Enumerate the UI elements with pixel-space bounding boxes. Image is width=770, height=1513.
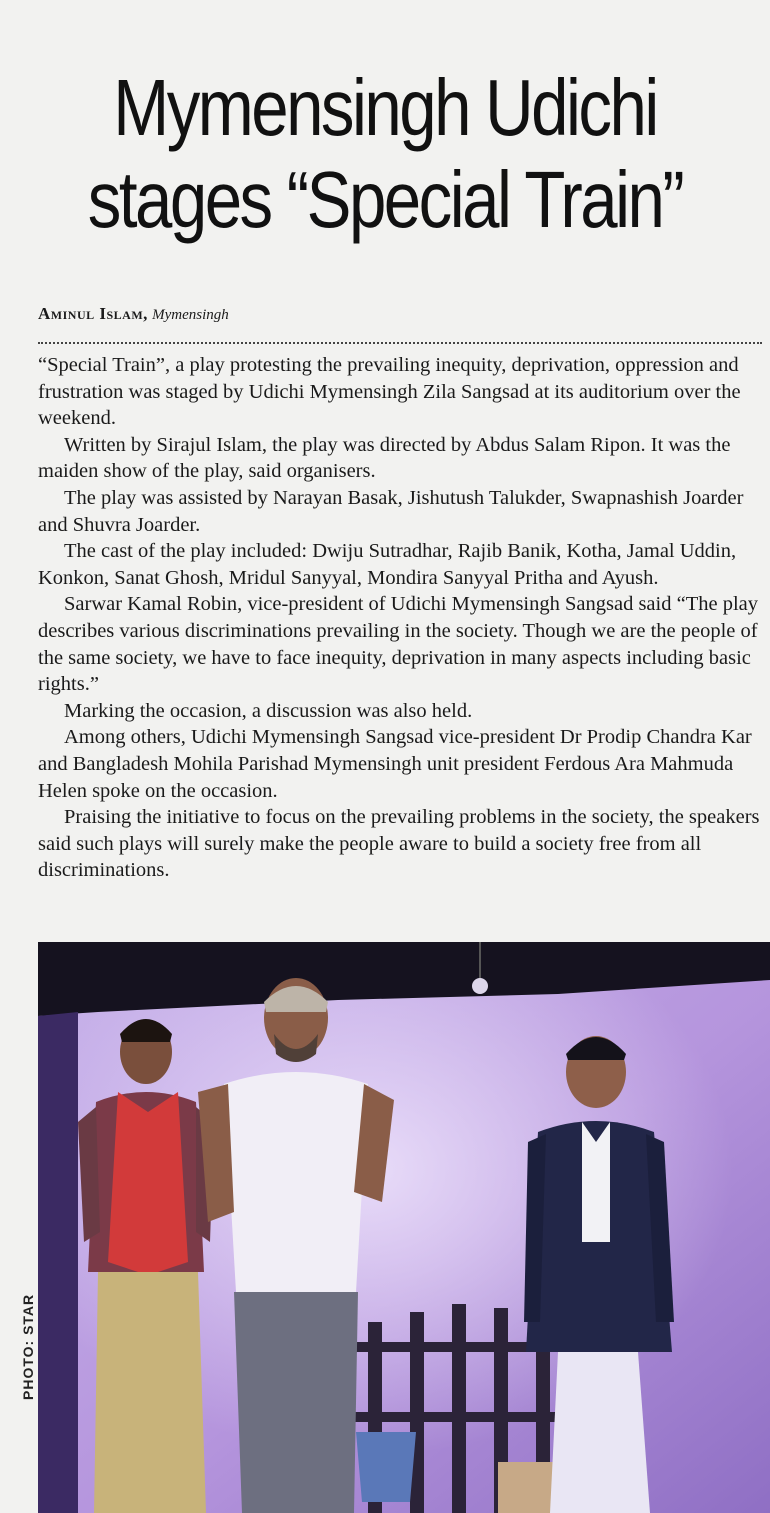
stage-photo [38, 942, 770, 1513]
hanging-bulb [472, 978, 488, 994]
photo-credit: PHOTO: STAR [20, 1293, 36, 1400]
article-paragraph: Sarwar Kamal Robin, vice-president of Udichi Mymensingh Sangsad said “The play describes various discriminations prevailing in the society. Though we are the people of the same society, we have to face inequity, deprivation in many aspects including basic rights.” [38, 593, 758, 696]
byline-location: Mymensingh [152, 307, 229, 323]
headline-line-2: stages “Special Train” [87, 155, 683, 244]
article-paragraph: Marking the occasion, a discussion was also held. [64, 699, 473, 722]
byline [38, 304, 229, 324]
headline-line-1: Mymensingh Udichi [113, 63, 657, 152]
article-paragraph: Praising the initiative to focus on the prevailing problems in the society, the speakers said such plays will surely make the people aware to build a society free from all discriminations. [38, 806, 760, 882]
article-body [38, 352, 762, 884]
headline [62, 62, 709, 246]
article-paragraph: Written by Sirajul Islam, the play was directed by Abdus Salam Ripon. It was the maiden show of the play, said organisers. [38, 433, 731, 483]
dotted-divider [38, 342, 762, 344]
article-paragraph: The play was assisted by Narayan Basak, Jishutush Talukder, Swapnashish Joarder and Shuvra Joarder. [38, 486, 744, 536]
stage-scene-illustration [38, 942, 770, 1513]
bucket [356, 1432, 416, 1502]
article-paragraph: The cast of the play included: Dwiju Sutradhar, Rajib Banik, Kotha, Jamal Uddin, Konkon, Sanat Ghosh, Mridul Sanyyal, Mondira Sanyyal Pritha and Ayush. [38, 540, 737, 589]
article-paragraph: “Special Train”, a play protesting the prevailing inequity, deprivation, oppression and frustration was staged by Udichi Mymensingh Zila Sangsad at its auditorium over the weekend. [38, 354, 741, 430]
byline-author: Aminul Islam, [38, 304, 148, 323]
article-paragraph: Among others, Udichi Mymensingh Sangsad vice-president Dr Prodip Chandra Kar and Bangladesh Mohila Parishad Mymensingh unit president Ferdous Ara Mahmuda Helen spoke on the occasion. [38, 726, 752, 802]
